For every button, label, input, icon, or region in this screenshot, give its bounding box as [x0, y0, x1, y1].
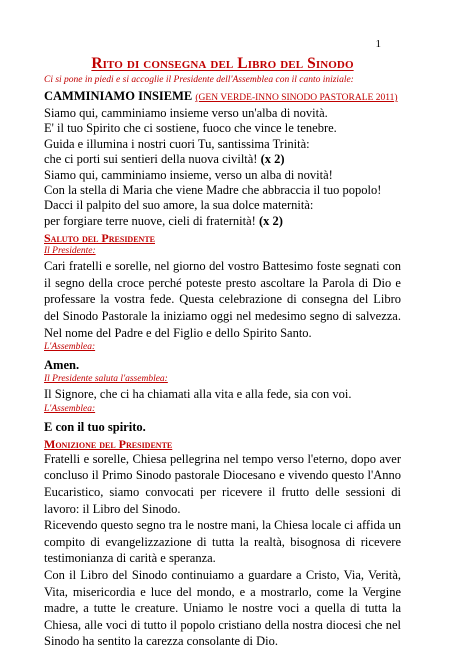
- refrain-marker: (x 2): [258, 213, 283, 228]
- greeting-text: Il Signore, che ci ha chiamati alla vita e alla fede, sia con voi.: [44, 387, 352, 402]
- page-title-text: Rito di consegna del Libro del Sinodo: [91, 55, 354, 72]
- assembly-response-2: E con il tuo spirito.: [44, 419, 146, 434]
- monizione-paragraph: Ricevendo questo segno tra le nostre mani, la Chiesa locale ci affida un compito di evangelizzazione di tutta la realtà, bisognosa di ricevere testimonianza di carità e speranza.: [44, 518, 401, 566]
- assembly-label-2: L'Assemblea:: [44, 403, 96, 414]
- saluto-heading: Saluto del Presidente: [44, 231, 155, 246]
- song-line: per forgiare terre nuove, cieli di fraternità! (x 2): [44, 213, 283, 228]
- song-line: E' il tuo Spirito che ci sostiene, fuoco che vince le tenebre.: [44, 121, 337, 136]
- song-line: Con la stella di Maria che viene Madre che abbraccia il tuo popolo!: [44, 183, 382, 198]
- monizione-heading: Monizione del Presidente: [44, 436, 173, 451]
- song-lyrics: [44, 106, 401, 229]
- assembly-label: L'Assemblea:: [44, 342, 96, 353]
- document-body: [44, 54, 401, 650]
- assembly-response: Amen.: [44, 358, 80, 373]
- monizione-paragraph: Fratelli e sorelle, Chiesa pellegrina nel tempo verso l'eterno, dopo aver concluso il Primo Sinodo pastorale Diocesano e vivendo questo l'Anno Eucaristico, siamo convocati per ricevere il frutto delle sessioni di lavoro: il Libro del Sinodo.: [44, 451, 401, 516]
- song-line: Siamo qui, camminiamo insieme verso un'alba di novità.: [44, 106, 328, 120]
- song-title: CAMMINIAMO INSIEME: [44, 89, 193, 103]
- song-source: (GEN VERDE-INNO SINODO PASTORALE 2011): [195, 93, 398, 103]
- song-line: Dacci il palpito del suo amore, la sua dolce maternità:: [44, 198, 314, 213]
- song-heading: [44, 88, 401, 106]
- song-line: [44, 152, 401, 167]
- page-number: 1: [375, 38, 381, 50]
- song-line: Guida e illumina i nostri cuori Tu, santissima Trinità:: [44, 136, 310, 151]
- refrain-marker: (x 2): [260, 152, 285, 167]
- song-line: Siamo qui, camminiamo insieme, verso un alba di novità!: [44, 167, 333, 182]
- monizione-paragraph: Con il Libro del Sinodo continuiamo a guardare a Cristo, Via, Verità, Vita, misericordia e luce del mondo, e a mostrarlo, come la Vergine madre, a tutte le creature. Uniamo le nostre voci a quella di tutta la Chiesa, alle voci di tutto il popolo cristiano della nostra diocesi che nel Sinodo ha sentito la carezza consolante di Dio.: [44, 567, 401, 649]
- saluto-text: Cari fratelli e sorelle, nel giorno del vostro Battesimo foste segnati con il segno della croce perché poteste presto ascoltare la Parola di Dio e professare la vostra fede. Questa celebrazione di consegna del Libro del Sinodo Pastorale la iniziamo oggi nel medesimo segno di salvezza. Nel nome del Padre e del Figlio e dello Spirito Santo.: [44, 259, 401, 340]
- page-title: [44, 54, 401, 74]
- speaker-label: Il Presidente:: [44, 246, 96, 257]
- song-line-text: che ci porti sui sentieri della nuova civiltà! (x 2): [44, 152, 285, 167]
- greeting-rubric: Il Presidente saluta l'assemblea:: [44, 374, 168, 385]
- opening-rubric: Ci si pone in piedi e si accoglie il Presidente dell'Assemblea con il canto iniziale:: [44, 75, 354, 85]
